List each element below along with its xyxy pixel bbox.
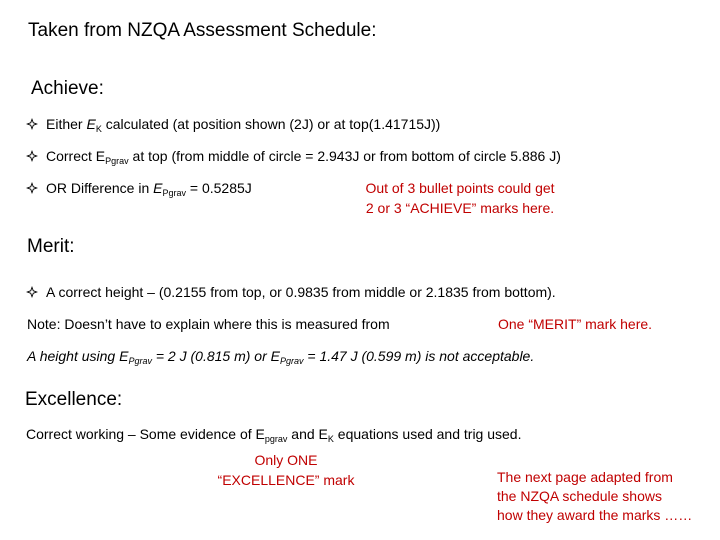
four-petal-diamond-icon <box>26 286 38 298</box>
merit-heading: Merit: <box>27 236 75 257</box>
four-petal-diamond-icon <box>26 150 38 162</box>
page-title: Taken from NZQA Assessment Schedule: <box>28 20 377 41</box>
achieve-red-note: Out of 3 bullet points could get 2 or 3 “ACHIEVE” marks here. <box>365 180 555 216</box>
achieve-bullet-2: Correct $E_{Pgrav}$ at top (from middle of circle = 2.943J or from bottom of circle 5.886 J) <box>26 148 561 166</box>
merit-note: Note: Doesn’t have to explain where this is measured from <box>27 316 390 332</box>
excellence-line: Correct working – Some evidence of $E_{pgrav}$ and $E_K$ equations used and trig used. <box>26 426 522 444</box>
four-petal-diamond-icon <box>26 118 38 130</box>
excellence-red-note: Only ONE “EXCELLENCE” mark <box>217 452 355 488</box>
next-page-note: The next page adapted from the NZQA schedule shows how they award the marks …… <box>497 469 693 523</box>
merit-bullet-1: A correct height – (0.2155 from top, or 0.9835 from middle or 2.1835 from bottom). <box>26 284 556 300</box>
excellence-heading: Excellence: <box>25 389 123 410</box>
four-petal-diamond-icon <box>26 182 38 194</box>
achieve-bullet-1: Either $E_K$ calculated (at position shown (2J) or at top(1.41715J)) <box>26 116 440 134</box>
achieve-heading: Achieve: <box>31 78 104 99</box>
achieve-bullet-3: OR Difference in $E_{Pgrav} = 0.5285J$ <box>26 180 252 198</box>
merit-not-acceptable: A height using $E_{Pgrav} = 2$ J (0.815 m) or $E_{Pgrav} = 1.47$ J (0.599 m) is not acceptable. <box>27 348 535 366</box>
merit-red-note: One “MERIT” mark here. <box>498 316 653 332</box>
